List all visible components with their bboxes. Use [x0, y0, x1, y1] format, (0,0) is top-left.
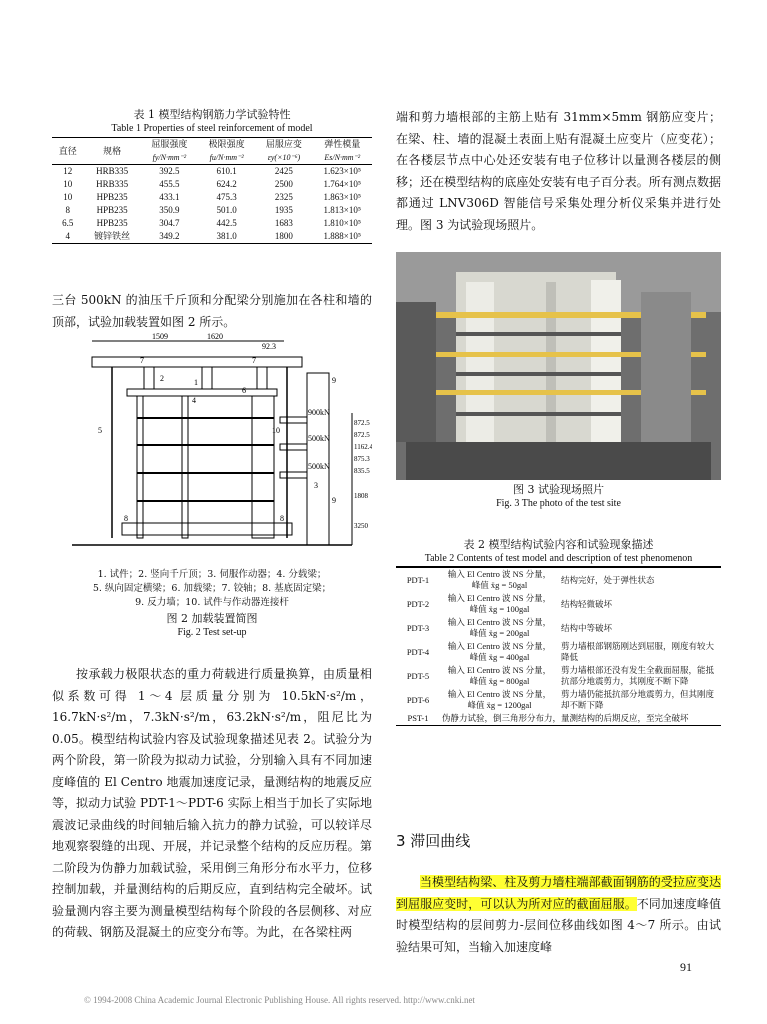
- table1-cell: 4: [52, 230, 84, 244]
- fig2-caption-cn: 图 2 加载装置简图: [166, 612, 258, 625]
- table1-cell: 610.1: [216, 166, 237, 176]
- table1-cell: HRB335: [96, 166, 129, 176]
- table2-cell-observation: 剪力墙根部还没有发生全截面屈服，能抵抗部分地震剪力，其刚度不断下降: [561, 665, 715, 686]
- fig2-part-label: 5: [98, 426, 102, 435]
- table2-row: [396, 664, 721, 688]
- table2-condition-line: 峰值 ẍg = 800gal: [469, 676, 530, 686]
- fig3-caption-cn: 图 3 试验现场照片: [513, 483, 604, 496]
- fig2-drawing: [52, 333, 372, 563]
- fig2-dim-label: 92.3: [262, 342, 276, 351]
- table1-cell: 1.863×10⁵: [323, 192, 362, 202]
- table1-cell: 392.5: [159, 166, 180, 176]
- table2-condition-line: 峰值 ẍg = 1200gal: [467, 700, 532, 710]
- left-paragraph-2: 按承载力极限状态的重力荷载进行质量换算，由质量相似系数可得 1～4 层质量分别为 10.5kN·s²/m，16.7kN·s²/m，7.3kN·s²/m，63.2kN·s²/m，阻尼比为 0.05。模型结构试验内容及试验现象描述见表 2。试验分为两个阶段，第一阶段为拟动力试验，分别输入具有不同加速度峰值的 El Centro 地震加速度记录，量测结构的地震反应等，拟动力试验 PDT-1～PDT-6 实际上相当于加长了实际地震波记录曲线的时间轴后输入抗力的静力试验，可以较详尽地观察裂缝的出现、开展，并记录整个结构的反应历程。第二阶段为伪静力加载试验，采用倒三角形分布水平力，位移控制加载，并量测结构的后期反应，直到结构完全破坏。试验量测内容主要为测量模型结构每个阶段的各层侧移、对应的荷载、钢筋及混凝土的应变分布等。为此，在各梁柱两: [52, 667, 372, 939]
- table2-row: [396, 688, 721, 712]
- table2-condition-line: 输入 El Centro 波 NS 分量，: [447, 593, 552, 603]
- table1-unit: fy/N·mm⁻²: [141, 151, 198, 165]
- table1-cell: HPB235: [96, 192, 128, 202]
- fig2-actuator: [280, 417, 307, 423]
- table1-cell: HRB335: [96, 179, 129, 189]
- fig2-part-label: 6: [242, 386, 246, 395]
- table2-cell-condition: [440, 592, 559, 616]
- table2-cell-id: PST-1: [396, 712, 440, 726]
- table1-cell: 624.2: [216, 179, 237, 189]
- fig2-distribution-beam: [127, 389, 277, 396]
- table2-row: [396, 568, 721, 593]
- fig2-part-label: 8: [124, 514, 128, 523]
- table1-cell: 1.813×10⁵: [323, 205, 362, 215]
- table1-cell: 镀锌铁丝: [84, 230, 141, 244]
- table2-condition-line: 峰值 ẍg = 400gal: [469, 652, 530, 662]
- table2-cell-condition: [440, 616, 559, 640]
- table1-cell: 8: [65, 205, 70, 215]
- right-paragraph-1: 端和剪力墙根部的主筋上贴有 31mm×5mm 钢筋应变片；在梁、柱、墙的混凝土表面上贴有混凝土应变片（应变花）；在各楼层节点中心处还安装有电子位移计以量测各楼层的侧移；还在模型结构的底座处安装有电子百分表。所有测点数据都通过 LNV306D 智能信号采集处理分析仪采集并进行处理。图 3 为试验现场照片。: [396, 110, 721, 232]
- table1-row: [52, 230, 372, 244]
- table1-cell: 304.7: [159, 218, 180, 228]
- fig2-load-label: 900kN: [308, 408, 330, 417]
- table1-row: [52, 191, 372, 204]
- fig2-legend: [52, 568, 372, 639]
- table1-cell: HPB235: [96, 205, 128, 215]
- table2-caption-en: Table 2 Contents of test model and description of test phenomenon: [424, 553, 693, 564]
- table1-cell: 501.0: [216, 205, 237, 215]
- table1-header: 屈服强度: [141, 138, 198, 152]
- table2-cell-observation: 剪力墙仍能抵抗部分地震剪力，但其刚度却不断下降: [561, 689, 715, 710]
- footer-copyright: © 1994-2008 China Academic Journal Electronic Publishing House. All rights reserved. http://www.cnki.net: [84, 995, 475, 1005]
- paragraph-text: 不同加速度峰值时模型结构的层间剪力-层间位移曲线如图 4～7 所示。由试验结果可知，当输入加速度峰: [396, 896, 721, 954]
- fig2-dim-label: 1808: [354, 492, 368, 500]
- fig3-caption-en: Fig. 3 The photo of the test site: [496, 498, 621, 509]
- table1-cell: 1.764×10⁵: [323, 179, 362, 189]
- table1-row: [52, 165, 372, 179]
- table2-cell-observation: 剪力墙根部钢筋刚达到屈服，刚度有较大降低: [561, 641, 715, 662]
- table2-cell-condition: [440, 568, 559, 593]
- fig2-load-label: 500kN: [308, 434, 330, 443]
- table2-condition-line: 输入 El Centro 波 NS 分量，: [447, 569, 552, 579]
- table2-row: [396, 592, 721, 616]
- table2-condition-line: 峰值 ẍg = 100gal: [469, 604, 530, 614]
- table2-condition-line: 峰值 ẍg = 200gal: [469, 628, 530, 638]
- table1-cell: 442.5: [216, 218, 237, 228]
- table1-cell: 2325: [274, 192, 293, 202]
- table2-cell-condition: [440, 640, 559, 664]
- table1-cell: 455.5: [159, 179, 180, 189]
- table1-cell: 349.2: [141, 230, 198, 244]
- table2-cell-condition: [440, 688, 559, 712]
- fig2-base-beam: [122, 523, 292, 535]
- fig2-load-label: 500kN: [308, 462, 330, 471]
- fig2-dim-label: 872.5: [354, 431, 370, 439]
- table1-cell: 10: [63, 192, 73, 202]
- table2-cell-id: PDT-4: [406, 646, 430, 657]
- fig2-jack: [144, 367, 154, 389]
- table1-cell: 6.5: [62, 218, 74, 228]
- fig2-legend-line: 1. 试件；2. 竖向千斤顶；3. 伺服作动器；4. 分载梁；: [97, 569, 327, 580]
- table2-condition-line: 输入 El Centro 波 NS 分量，: [447, 617, 552, 627]
- table2-cell-observation: 结构轻微破坏: [561, 598, 613, 609]
- fig2-dim-label: 835.5: [354, 467, 370, 475]
- table2-cell-id: PDT-2: [406, 598, 430, 609]
- fig2-part-label: 1: [194, 378, 198, 387]
- table1-cell: 10: [63, 179, 73, 189]
- fig2-svg: [52, 333, 372, 565]
- table1-block: [52, 108, 372, 244]
- table2-caption-cn: 表 2 模型结构试验内容和试验现象描述: [463, 538, 654, 551]
- table2-condition-line: 输入 El Centro 波 NS 分量，: [447, 641, 552, 651]
- table2-row: [396, 616, 721, 640]
- table1-cell: 12: [63, 166, 73, 176]
- fig2-part-label: 9: [332, 496, 336, 505]
- table1-cell: 350.9: [159, 205, 180, 215]
- fig2-actuator: [280, 444, 307, 450]
- fig2-reaction-wall: [307, 373, 329, 545]
- table2-condition-line: 峰值 ẍg = 50gal: [471, 580, 528, 590]
- table1-cell: 475.3: [216, 192, 237, 202]
- table2-cell-condition: [440, 664, 559, 688]
- table2-cell-id: PDT-5: [406, 670, 430, 681]
- fig2-part-label: 9: [332, 376, 336, 385]
- fig2-part-label: 4: [192, 396, 196, 405]
- fig3-photo: [396, 252, 721, 480]
- table1-cell: HPB235: [96, 218, 128, 228]
- fig2-jack: [257, 367, 267, 389]
- table2-block: [396, 538, 721, 726]
- table1-header: 直径: [52, 138, 84, 165]
- table1-cell: 1.888×10⁵: [313, 230, 372, 244]
- table2-cell-observation: 结构中等破坏: [561, 622, 613, 633]
- page-number: 91: [680, 960, 692, 974]
- fig2-legend-line: 5. 纵向固定横梁；6. 加载梁；7. 铰轴；8. 基底固定梁；: [92, 583, 332, 594]
- table1-cell: 2500: [274, 179, 293, 189]
- fig2-top-beam: [92, 357, 302, 367]
- fig2-dim-label: 1620: [207, 333, 223, 341]
- table1-unit: εy(×10⁻⁶): [255, 151, 312, 165]
- fig2-part-label: 7: [140, 356, 144, 365]
- table1-row: [52, 204, 372, 217]
- table1-row: [52, 178, 372, 191]
- table1-unit: fu/N·mm⁻²: [198, 151, 255, 165]
- table1-header: 弹性模量: [313, 138, 372, 152]
- fig2-legend-line: 9. 反力墙；10. 试件与作动器连接杆: [135, 597, 289, 608]
- table1-cell: 1800: [255, 230, 312, 244]
- table1-header: 极限强度: [198, 138, 255, 152]
- fig2-dim-label: 3250: [354, 522, 368, 530]
- fig2-part-label: 10: [272, 426, 280, 435]
- fig3-caption: [396, 483, 721, 510]
- table1-cell: 381.0: [198, 230, 255, 244]
- table2-row: [396, 640, 721, 664]
- fig2-dim-label: 1509: [152, 333, 168, 341]
- table1: [52, 137, 372, 244]
- fig2-dim-label: 875.3: [354, 455, 370, 463]
- table1-row: [52, 217, 372, 230]
- highlighted-text: 当模型结构梁、柱及剪力墙柱端部截面钢筋的受拉应变达到屈服应变时，可以认为所对应的截面屈服。: [396, 875, 721, 911]
- table2: [396, 566, 721, 726]
- table1-header: 屈服应变: [255, 138, 312, 152]
- table2-cell-id: PDT-6: [406, 694, 430, 705]
- fig2-dim-label: 872.5: [354, 419, 370, 427]
- right-paragraph-2: [396, 872, 721, 958]
- table1-unit: Es/N·mm⁻²: [313, 151, 372, 165]
- fig3-photo-svg: [396, 252, 721, 480]
- fig2-part-label: 7: [252, 356, 256, 365]
- fig2-jack: [202, 367, 212, 389]
- table1-cell: 2425: [274, 166, 293, 176]
- fig2-dim-label: 1162.4: [354, 443, 372, 451]
- section-title: 3 滞回曲线: [396, 832, 471, 850]
- table2-cell-observation: 结构完好，处于弹性状态: [561, 574, 655, 585]
- fig2-part-label: 3: [314, 481, 318, 490]
- table2-condition-line: 输入 El Centro 波 NS 分量，: [447, 689, 552, 699]
- table1-header: 规格: [84, 138, 141, 165]
- fig2-actuator: [280, 472, 307, 478]
- table1-cell: 1683: [274, 218, 293, 228]
- table1-caption-cn: 表 1 模型结构钢筋力学试验特性: [133, 108, 291, 121]
- table2-cell-id: PDT-1: [406, 574, 430, 585]
- fig2-part-label: 8: [280, 514, 284, 523]
- table1-cell: 433.1: [159, 192, 180, 202]
- table1-cell: 1935: [274, 205, 293, 215]
- left-paragraph-1: 三台 500kN 的油压千斤顶和分配梁分别施加在各柱和墙的顶部，试验加载装置如图 2 所示。: [52, 293, 372, 329]
- fig2-part-label: 2: [160, 374, 164, 383]
- table2-condition-line: 输入 El Centro 波 NS 分量，: [447, 665, 552, 675]
- table1-cell: 1.623×10⁵: [323, 166, 362, 176]
- table2-cell-text: 伪静力试验，倒三角形分布力，量测结构的后期反应，至完全破坏: [440, 712, 721, 726]
- fig2-caption-en: Fig. 2 Test set-up: [177, 627, 247, 638]
- table1-caption-en: Table 1 Properties of steel reinforcement of model: [111, 123, 313, 134]
- table1-cell: 1.810×10⁵: [323, 218, 362, 228]
- table2-cell-id: PDT-3: [406, 622, 430, 633]
